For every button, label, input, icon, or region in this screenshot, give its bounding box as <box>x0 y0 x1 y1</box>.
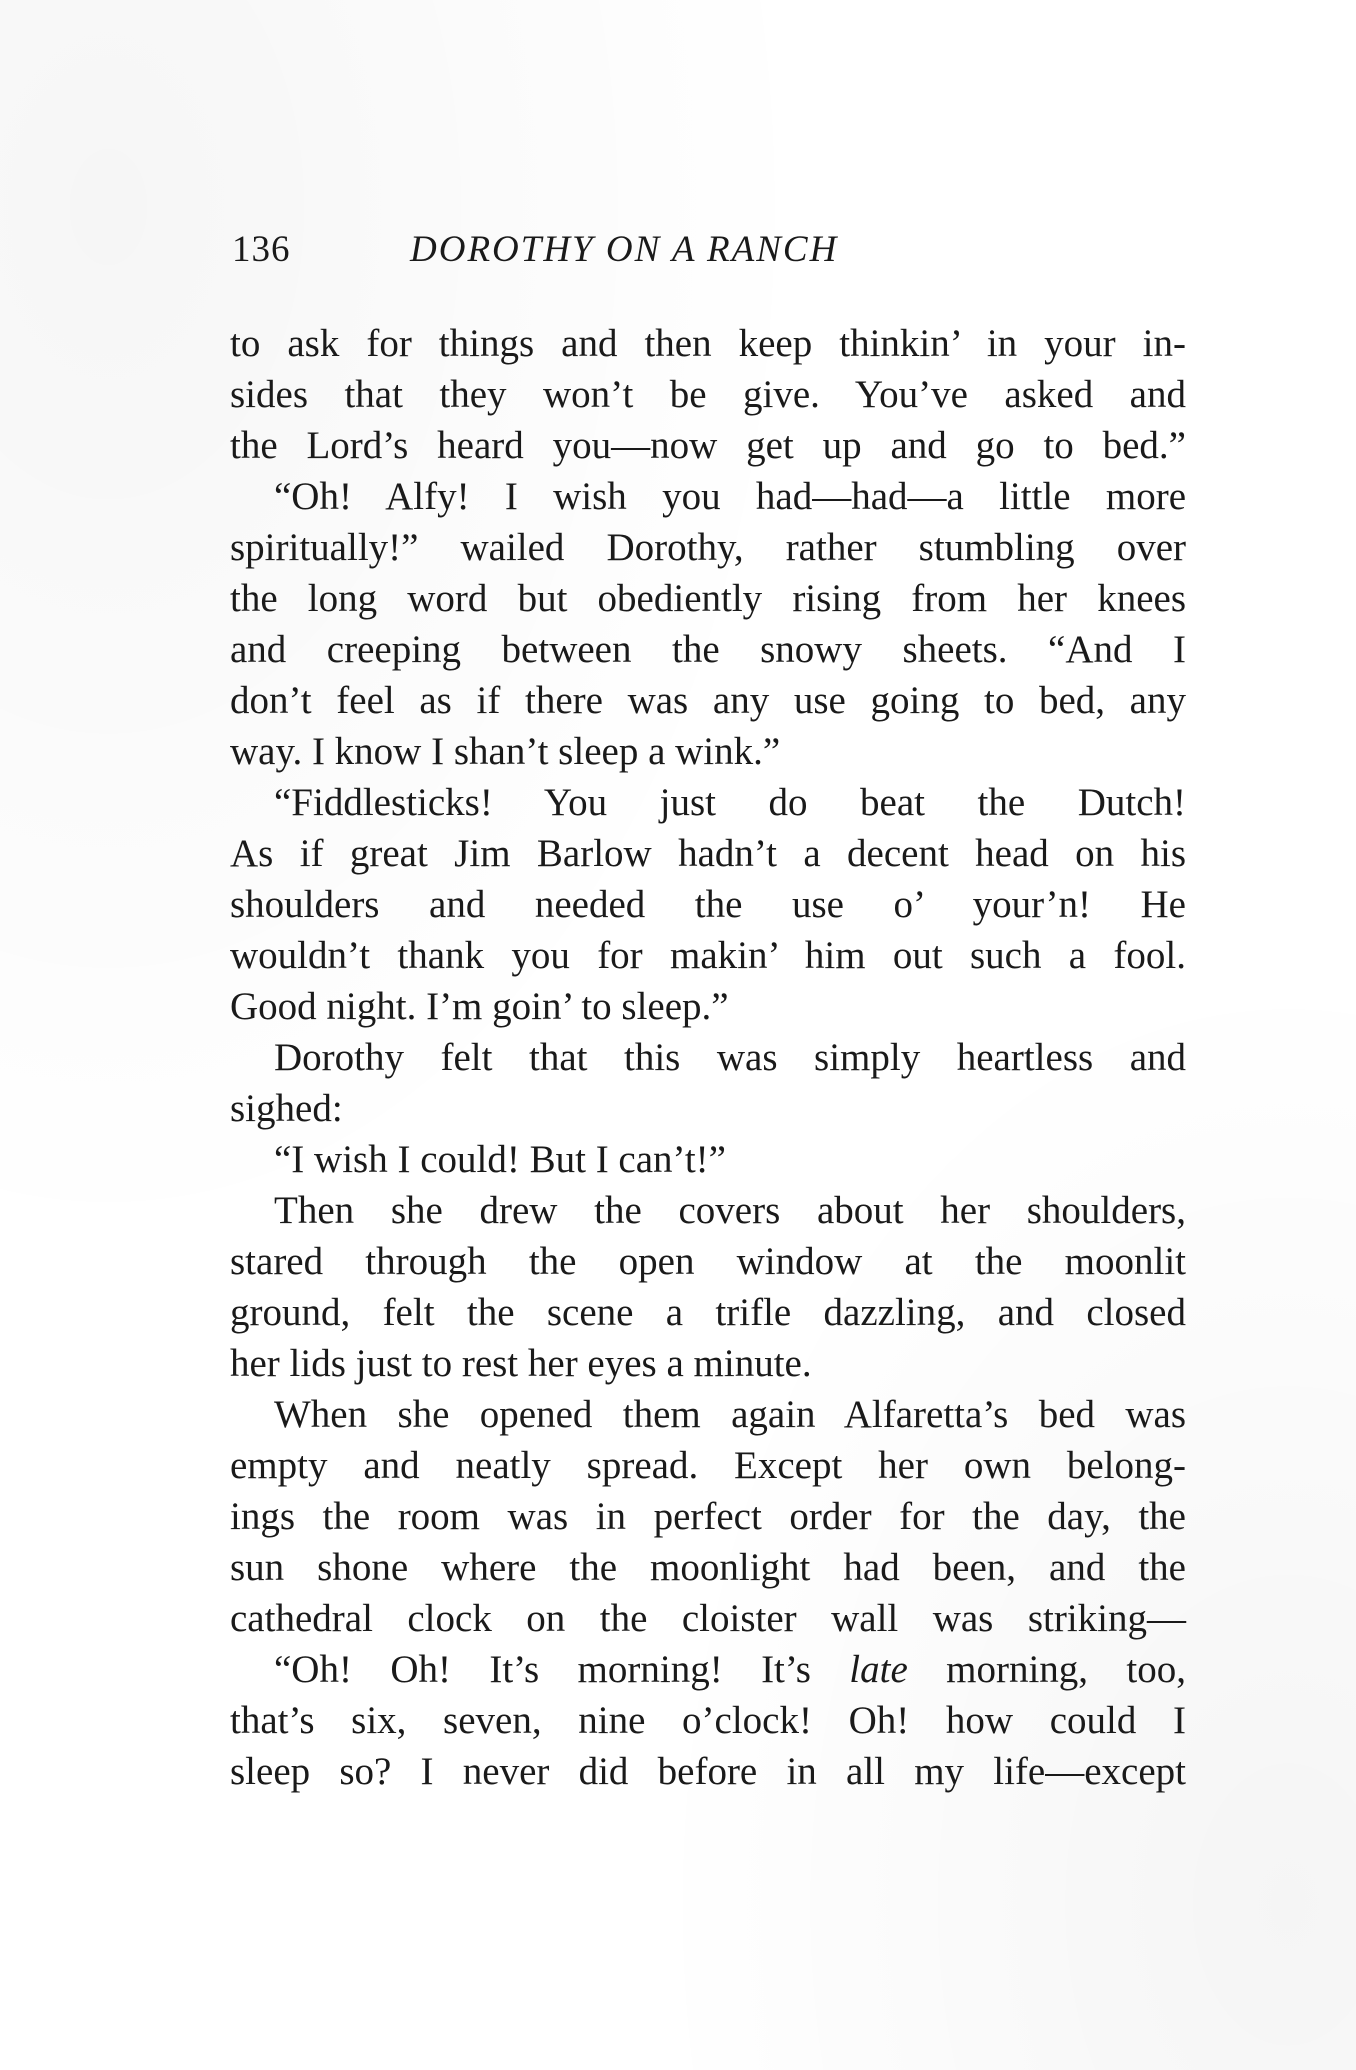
text-line: don’t feel as if there was any use going to bed, any <box>230 679 1186 722</box>
text-line: As if great Jim Barlow hadn’t a decent head on his <box>230 832 1186 875</box>
text-fragment: morning, too, <box>907 1648 1186 1691</box>
text-line: When she opened them again Alfaretta’s bed was <box>274 1393 1186 1436</box>
text-line: her lids just to rest her eyes a minute. <box>230 1342 812 1385</box>
text-line: empty and neatly spread. Except her own belong- <box>230 1444 1186 1487</box>
italic-word: late <box>849 1648 908 1691</box>
text-line: ground, felt the scene a trifle dazzling, and closed <box>230 1291 1186 1334</box>
text-line <box>230 1644 1186 1695</box>
text-line: ings the room was in perfect order for the day, the <box>230 1495 1186 1538</box>
text-line: Then she drew the covers about her shoulders, <box>274 1189 1186 1232</box>
text-line: Good night. I’m goin’ to sleep.” <box>230 985 729 1028</box>
text-line: wouldn’t thank you for makin’ him out such a fool. <box>230 934 1186 977</box>
text-line: “I wish I could! But I can’t!” <box>274 1138 726 1181</box>
text-line: “Fiddlesticks! You just do beat the Dutch! <box>274 781 1186 824</box>
text-line: Dorothy felt that this was simply heartless and <box>274 1036 1186 1079</box>
page-number: 136 <box>232 229 291 270</box>
page-header <box>232 228 1192 284</box>
text-line: the long word but obediently rising from her knees <box>230 577 1186 620</box>
text-line: sighed: <box>230 1087 343 1130</box>
text-line: the Lord’s heard you—now get up and go to bed.” <box>230 424 1186 467</box>
text-fragment: “Oh! Oh! It’s morning! It’s <box>274 1648 850 1691</box>
text-line: way. I know I shan’t sleep a wink.” <box>230 730 781 773</box>
running-title: DOROTHY ON A RANCH <box>410 229 839 270</box>
text-line: that’s six, seven, nine o’clock! Oh! how could I <box>230 1699 1186 1742</box>
text-line: sun shone where the moonlight had been, and the <box>230 1546 1186 1589</box>
body-text <box>230 318 1186 1797</box>
text-line: “Oh! Alfy! I wish you had—had—a little more <box>274 475 1186 518</box>
text-line: stared through the open window at the moonlit <box>230 1240 1186 1283</box>
text-line: sleep so? I never did before in all my life—except <box>230 1750 1186 1793</box>
text-line: sides that they won’t be give. You’ve asked and <box>230 373 1186 416</box>
text-line: spiritually!” wailed Dorothy, rather stumbling over <box>230 526 1186 569</box>
text-line: shoulders and needed the use o’ your’n! He <box>230 883 1186 926</box>
text-line: and creeping between the snowy sheets. “And I <box>230 628 1186 671</box>
text-line: cathedral clock on the cloister wall was striking— <box>230 1597 1186 1640</box>
text-line: to ask for things and then keep thinkin’ in your in- <box>230 322 1186 365</box>
